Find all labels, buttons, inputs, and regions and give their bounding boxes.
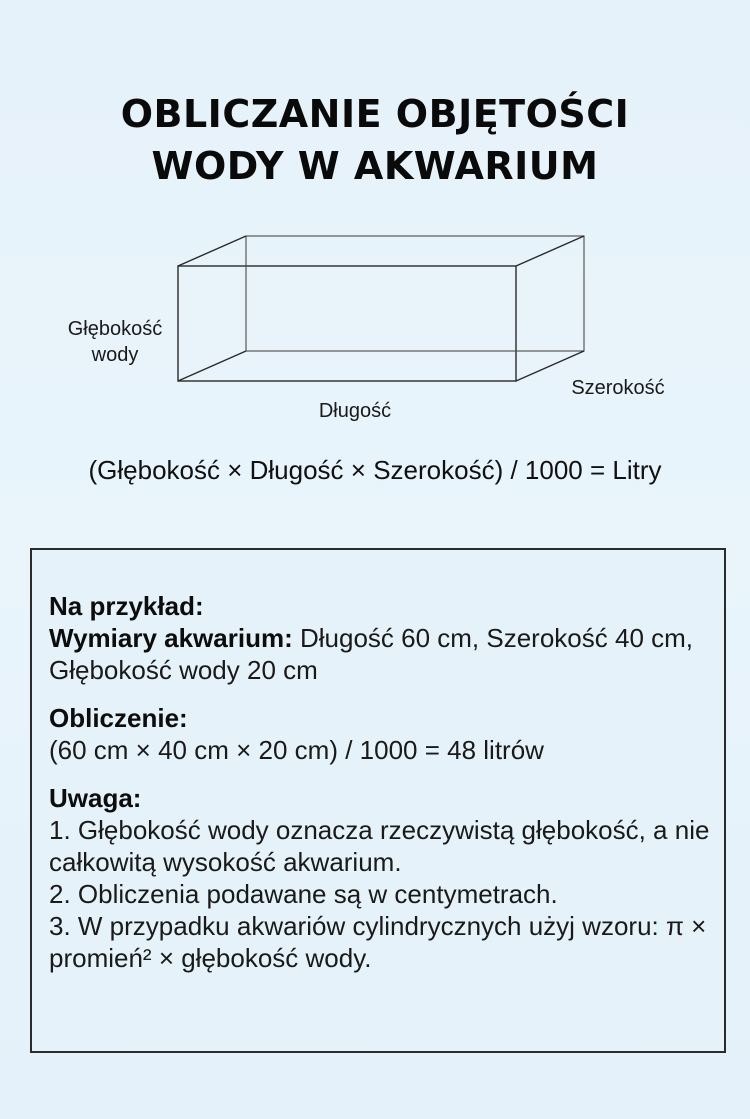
dimensions-line <box>49 622 712 686</box>
note-item-2: 2. Obliczenia podawane są w centymetrach. <box>49 879 558 909</box>
tank-edge-top-right <box>516 236 584 266</box>
title-line-2: WODY W AKWARIUM <box>151 144 599 188</box>
title-line-1: OBLICZANIE OBJĘTOŚCI <box>120 92 630 136</box>
aquarium-wireframe-diagram <box>0 0 750 440</box>
dimensions-value: Długość 60 cm, Szerokość 40 cm, Głębokość wody 20 cm <box>49 623 694 685</box>
note-item-3: 3. W przypadku akwariów cylindrycznych użyj wzoru: π × promień² × głębokość wody. <box>49 911 707 973</box>
notes-section <box>49 782 712 974</box>
tank-front-face <box>178 266 516 381</box>
length-label: Długość <box>318 400 392 422</box>
example-section <box>49 590 712 686</box>
tank-edge-top-left <box>178 236 246 266</box>
depth-label-line-1: Głębokość <box>67 318 163 340</box>
notes-heading: Uwaga: <box>49 783 142 813</box>
calculation-value: (60 cm × 40 cm × 20 cm) / 1000 = 48 litrów <box>49 735 544 765</box>
note-item-1: 1. Głębokość wody oznacza rzeczywistą głębokość, a nie całkowitą wysokość akwarium. <box>49 815 710 877</box>
calculation-section <box>49 702 712 766</box>
example-box <box>30 548 726 1053</box>
tank-back-face <box>246 236 584 351</box>
depth-label-line-2: wody <box>91 344 139 366</box>
volume-formula: (Głębokość × Długość × Szerokość) / 1000 = Litry <box>88 455 662 485</box>
calculation-heading: Obliczenie: <box>49 703 188 733</box>
depth-label <box>50 316 180 368</box>
width-label: Szerokość <box>571 377 665 399</box>
example-heading: Na przykład: <box>49 591 204 621</box>
tank-edge-bottom-left <box>178 351 246 381</box>
dimensions-label: Wymiary akwarium: <box>49 623 293 653</box>
